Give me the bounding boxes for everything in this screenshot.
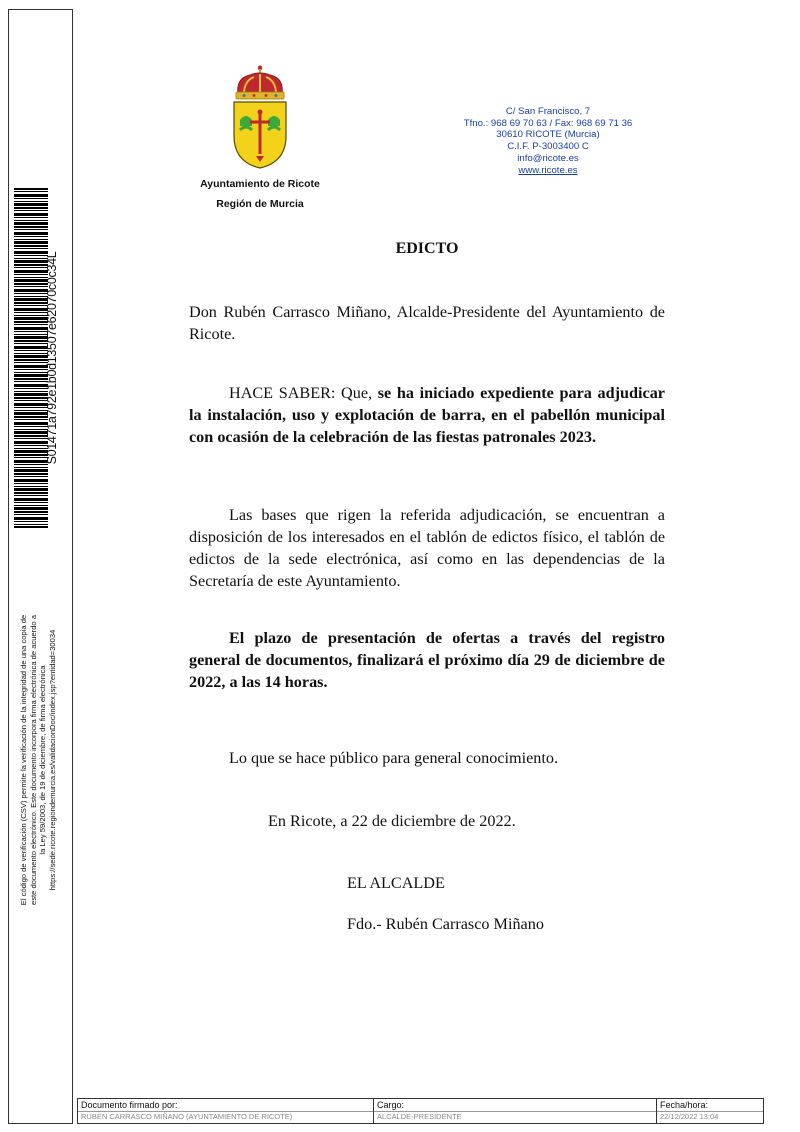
municipality-name: Ayuntamiento de Ricote Región de Murcia: [200, 178, 320, 210]
signer-name: Fdo.- Rubén Carrasco Miñano: [347, 915, 544, 933]
bases-paragraph: Las bases que rigen la referida adjudicación, se encuentran a disposición de los interesados en el tablón de edictos físico, el tablón de edictos de la sede electrónica, así como en las dependencias de la Secretaría de este Ayuntamiento.: [189, 506, 665, 590]
website-link[interactable]: www.ricote.es: [518, 164, 578, 176]
phone-fax: Tfno.: 968 69 70 63 / Fax: 968 69 71 36: [463, 117, 633, 129]
date-line: En Ricote, a 22 de diciembre de 2022.: [268, 812, 516, 830]
email: info@ricote.es: [517, 152, 579, 164]
verification-strip: [8, 9, 73, 1124]
role-cell: Cargo: ALCALDE-PRESIDENTE: [374, 1099, 657, 1123]
signature-table: [77, 1098, 764, 1124]
closing-statement: Lo que se hace público para general conocimiento.: [229, 749, 559, 767]
signed-by-cell: Documento firmado por: RUBEN CARRASCO MIÑANO (AYUNTAMIENTO DE RICOTE): [78, 1099, 374, 1123]
city: 30610 RICOTE (Murcia): [496, 129, 600, 141]
deadline-paragraph: El plazo de presentación de ofertas a través del registro general de documentos, finalizará el próximo día 29 de diciembre de 2022, a las 14 horas.: [189, 629, 665, 691]
intro-paragraph: Don Rubén Carrasco Miñano, Alcalde-Presidente del Ayuntamiento de Ricote.: [189, 303, 665, 343]
address: C/ San Francisco, 7: [505, 106, 591, 117]
date-cell: Fecha/hora: 22/12/2022 13:04: [657, 1099, 763, 1123]
cif: C.I.F. P-3003400 C: [507, 141, 589, 153]
csv-barcode: [14, 188, 48, 528]
announcement-paragraph: HACE SABER: Que, se ha iniciado expediente para adjudicar la instalación, uso y explotación de barra, en el pabellón municipal con ocasión de la celebración de las fiestas patronales 2023.: [189, 384, 665, 446]
signer-title: EL ALCALDE: [347, 874, 445, 892]
document-title: EDICTO: [395, 240, 459, 257]
municipal-crest-logo: [232, 64, 288, 172]
contact-info: [440, 106, 656, 176]
